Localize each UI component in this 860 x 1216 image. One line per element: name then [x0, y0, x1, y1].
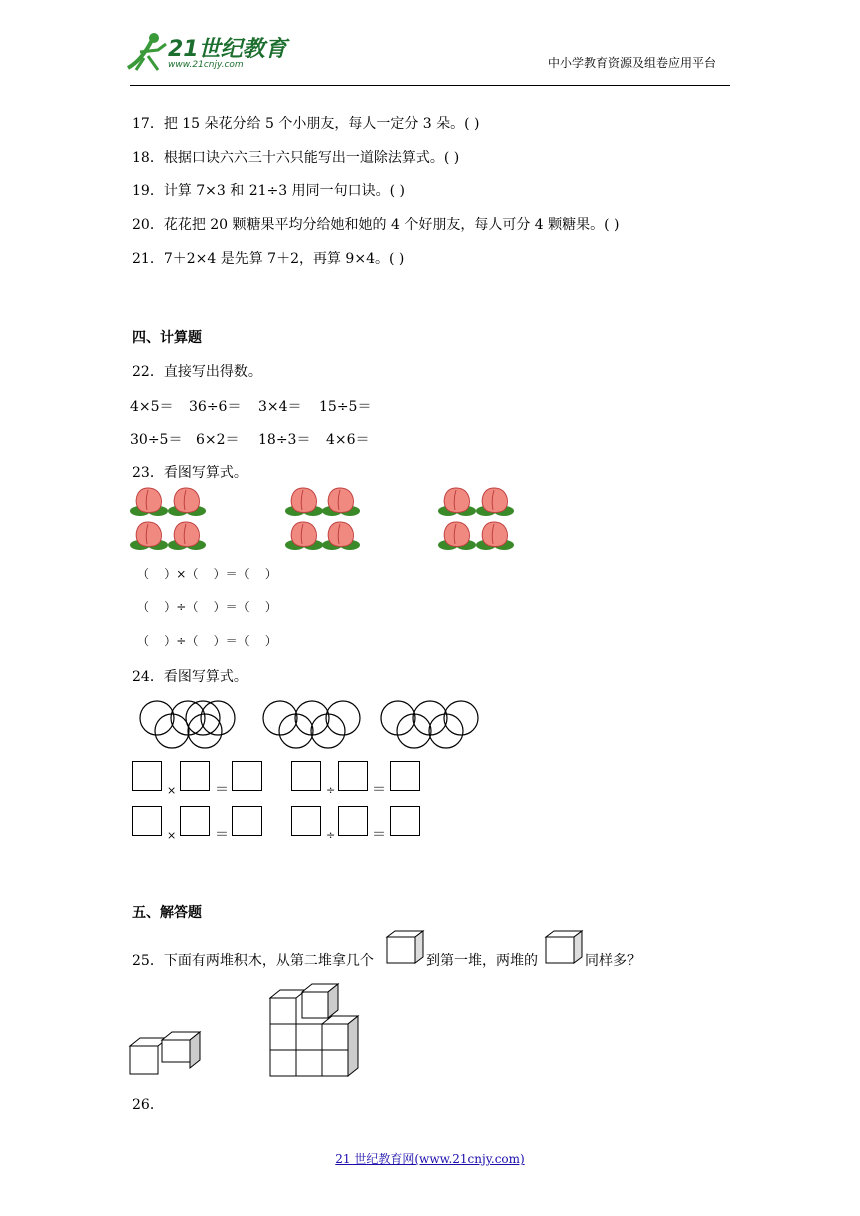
answer-box[interactable]: [232, 761, 262, 791]
section-5-title: 五、解答题: [132, 905, 202, 921]
calc-item: 36÷6＝: [189, 399, 242, 415]
logo-url-text: www.21cnjy.com: [168, 60, 244, 70]
equation-row: （ ）÷（ ）＝（ ）: [137, 600, 277, 614]
question-23: 23．看图写算式。: [132, 465, 248, 481]
answer-box[interactable]: [132, 761, 162, 791]
question-22: 22．直接写出得数。: [132, 364, 262, 380]
equals-sign: ＝: [215, 782, 229, 798]
equals-sign: ＝: [215, 827, 229, 843]
question-20: 20．花花把 20 颗糖果平均分给她和她的 4 个好朋友，每人可分 4 颗糖果。( ): [132, 217, 620, 233]
answer-box[interactable]: [390, 806, 420, 836]
calc-item: 15÷5＝: [319, 399, 372, 415]
header-right-text: 中小学教育资源及组卷应用平台: [548, 56, 717, 70]
peach-groups: [128, 486, 528, 556]
answer-box[interactable]: [132, 806, 162, 836]
times-sign: ×: [167, 829, 177, 842]
divide-sign: ÷: [326, 829, 336, 842]
question-25-part3: 同样多？: [585, 953, 641, 969]
equals-sign: ＝: [372, 782, 386, 798]
ring-group-2: [263, 701, 360, 748]
answer-box[interactable]: [291, 806, 321, 836]
question-26: 26．: [132, 1097, 164, 1113]
answer-box[interactable]: [180, 806, 210, 836]
answer-box[interactable]: [291, 761, 321, 791]
runner-logo-icon: [122, 30, 170, 74]
question-17: 17．把 15 朵花分给 5 个小朋友，每人一定分 3 朵。( ): [132, 116, 480, 132]
footer-link[interactable]: 21 世纪教育网(www.21cnjy.com): [335, 1152, 525, 1166]
question-25-part2: 到第一堆，两堆的: [426, 953, 538, 969]
answer-box[interactable]: [180, 761, 210, 791]
cube-icon: [385, 929, 427, 967]
peach-group-3: [438, 488, 514, 550]
times-sign: ×: [167, 784, 177, 797]
answer-box[interactable]: [390, 761, 420, 791]
ring-groups: [130, 698, 490, 750]
peach-group-1: [130, 488, 206, 550]
section-4-title: 四、计算题: [132, 330, 202, 346]
logo-main-text: 21世纪教育: [168, 37, 287, 62]
answer-box[interactable]: [338, 806, 368, 836]
block-pile-2: [268, 978, 372, 1080]
equation-row: （ ）×（ ）＝（ ）: [137, 567, 277, 581]
equals-sign: ＝: [372, 827, 386, 843]
answer-box[interactable]: [232, 806, 262, 836]
divide-sign: ÷: [326, 784, 336, 797]
ring-group-3: [381, 701, 478, 748]
question-25-part1: 25．下面有两堆积木，从第二堆拿几个: [132, 953, 374, 969]
logo: [122, 28, 292, 78]
question-24: 24．看图写算式。: [132, 669, 248, 685]
calc-item: 30÷5＝: [130, 432, 183, 448]
ring-group-1: [140, 701, 235, 748]
calc-item: 4×6＝: [326, 432, 370, 448]
calc-item: 3×4＝: [258, 399, 302, 415]
equation-row: （ ）÷（ ）＝（ ）: [137, 634, 277, 648]
calc-item: 18÷3＝: [258, 432, 311, 448]
cube-icon: [544, 929, 586, 967]
calc-item: 4×5＝: [130, 399, 174, 415]
answer-box[interactable]: [338, 761, 368, 791]
calc-item: 6×2＝: [196, 432, 240, 448]
question-18: 18．根据口诀六六三十六只能写出一道除法算式。( ): [132, 150, 460, 166]
header-divider: [130, 85, 730, 86]
block-pile-1: [128, 1028, 208, 1078]
peach-group-2: [285, 488, 360, 550]
question-19: 19．计算 7×3 和 21÷3 用同一句口诀。( ): [132, 183, 405, 199]
question-21: 21．7＋2×4 是先算 7＋2，再算 9×4。( ): [132, 251, 405, 267]
